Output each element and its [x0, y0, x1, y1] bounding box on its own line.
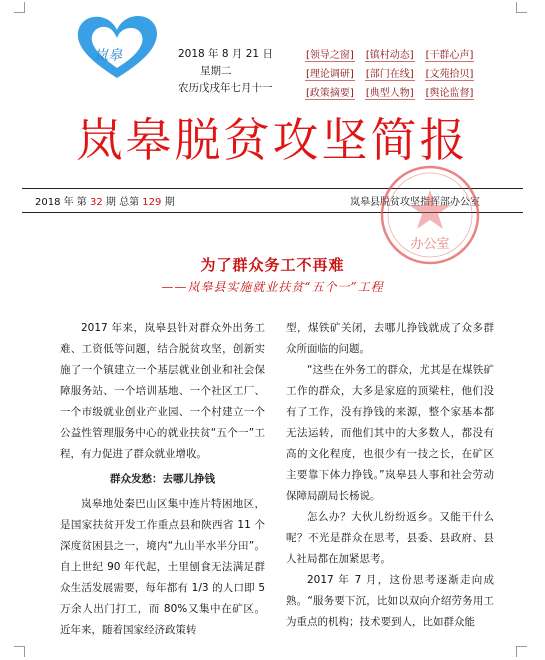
paragraph: 型，煤铁矿关闭，去哪儿挣钱就成了众多群众所面临的问题。	[286, 322, 494, 355]
corner-mark-bottom-left	[14, 646, 25, 657]
date-lunar: 农历戊戌年七月十一	[178, 82, 273, 94]
date-block	[178, 46, 273, 97]
corner-mark-bottom-right	[516, 646, 527, 657]
corner-mark-top-left	[14, 2, 25, 13]
paragraph: 2017 年来，岚皋县针对群众外出务工难、工资低等问题，结合脱贫攻坚，创新实施了一个镇建立一个基层就业创业和社会保障服务站、一个培训基地、一个社区工厂、一个市级就业创业产业园、一个村建立一个公益性管理服务中心的就业扶贫“五个一”工程，有力促进了群众就业增收。	[60, 322, 265, 460]
article-subheadline: ——岚皋县实施就业扶贫“五个一”工程	[161, 280, 384, 294]
nav-item-public-voice[interactable]: [干群心声]	[425, 46, 475, 62]
paragraph: “这些在外务工的群众，尤其是在煤铁矿工作的群众，大多是家庭的顶梁柱，他们没有了工作，没有挣钱的来源，整个家基本都无法运转，而他们其中的大多数人，都没有高的文化程度，也很少有一技之长，在矿区主要靠下体力挣钱。”岚皋县人事和社会劳动保障局副局长杨说。	[286, 364, 494, 502]
nav-row	[305, 84, 525, 100]
logo-text: 岚皋	[94, 48, 122, 64]
issue-num: 32	[90, 197, 103, 208]
nav-row	[305, 46, 525, 62]
issue-number	[35, 193, 175, 208]
issue-total: 129	[142, 197, 162, 208]
article-headline: 为了群众务工不再难	[200, 256, 345, 274]
issue-suffix: 期	[164, 197, 175, 208]
nav-item-literature[interactable]: [文苑拾贝]	[425, 65, 475, 81]
paragraph: 2017 年 7 月，这份思考逐渐走向成熟。“服务要下沉，比如以双向介绍劳务用工为重点的机构；技术要到人，比如群众能	[286, 574, 494, 628]
nav-item-town-news[interactable]: [镇村动态]	[365, 46, 415, 62]
section-heading: 群众发愁：去哪儿挣钱	[110, 473, 215, 485]
article-column-right	[286, 318, 494, 633]
heart-logo	[72, 10, 162, 82]
paragraph: 岚皋地处秦巴山区集中连片特困地区，是国家扶贫开发工作重点县和陕西省 11 个深度贫困县之一，境内“九山半水半分田”。自上世纪 90 年代起，土里刨食无法满足群众生活发展需要，每年都有 1/3 的人口即 5 万余人出门打工，而 80%又集中在矿区。近年来，随着国家经济政策转	[60, 498, 265, 636]
nav-item-research[interactable]: [理论调研]	[305, 65, 355, 81]
corner-mark-top-right	[516, 2, 527, 13]
section-nav	[305, 46, 525, 103]
paragraph: 怎么办？大伙儿纷纷返乡。又能干什么呢？不光是群众在思考，县委、县政府、县人社局都在加紧思考。	[286, 511, 494, 565]
date-gregorian: 2018 年 8 月 21 日	[178, 48, 273, 60]
article-column-left	[60, 318, 265, 641]
issuing-office: 岚皋县脱贫攻坚指挥部办公室	[350, 197, 480, 208]
masthead-title: 岚皋脱贫攻坚简报	[76, 113, 469, 167]
date-weekday: 星期二	[200, 65, 232, 77]
seal-text: 办公室	[410, 237, 450, 252]
issue-prefix: 2018 年 第	[35, 197, 87, 208]
nav-item-typical-people[interactable]: [典型人物]	[365, 84, 415, 100]
nav-row	[305, 65, 525, 81]
nav-item-supervision[interactable]: [舆论监督]	[425, 84, 475, 100]
issue-mid: 期 总第	[105, 197, 140, 208]
nav-item-departments[interactable]: [部门在线]	[365, 65, 415, 81]
nav-item-policy[interactable]: [政策摘要]	[305, 84, 355, 100]
nav-item-leaders[interactable]: [领导之窗]	[305, 46, 355, 62]
